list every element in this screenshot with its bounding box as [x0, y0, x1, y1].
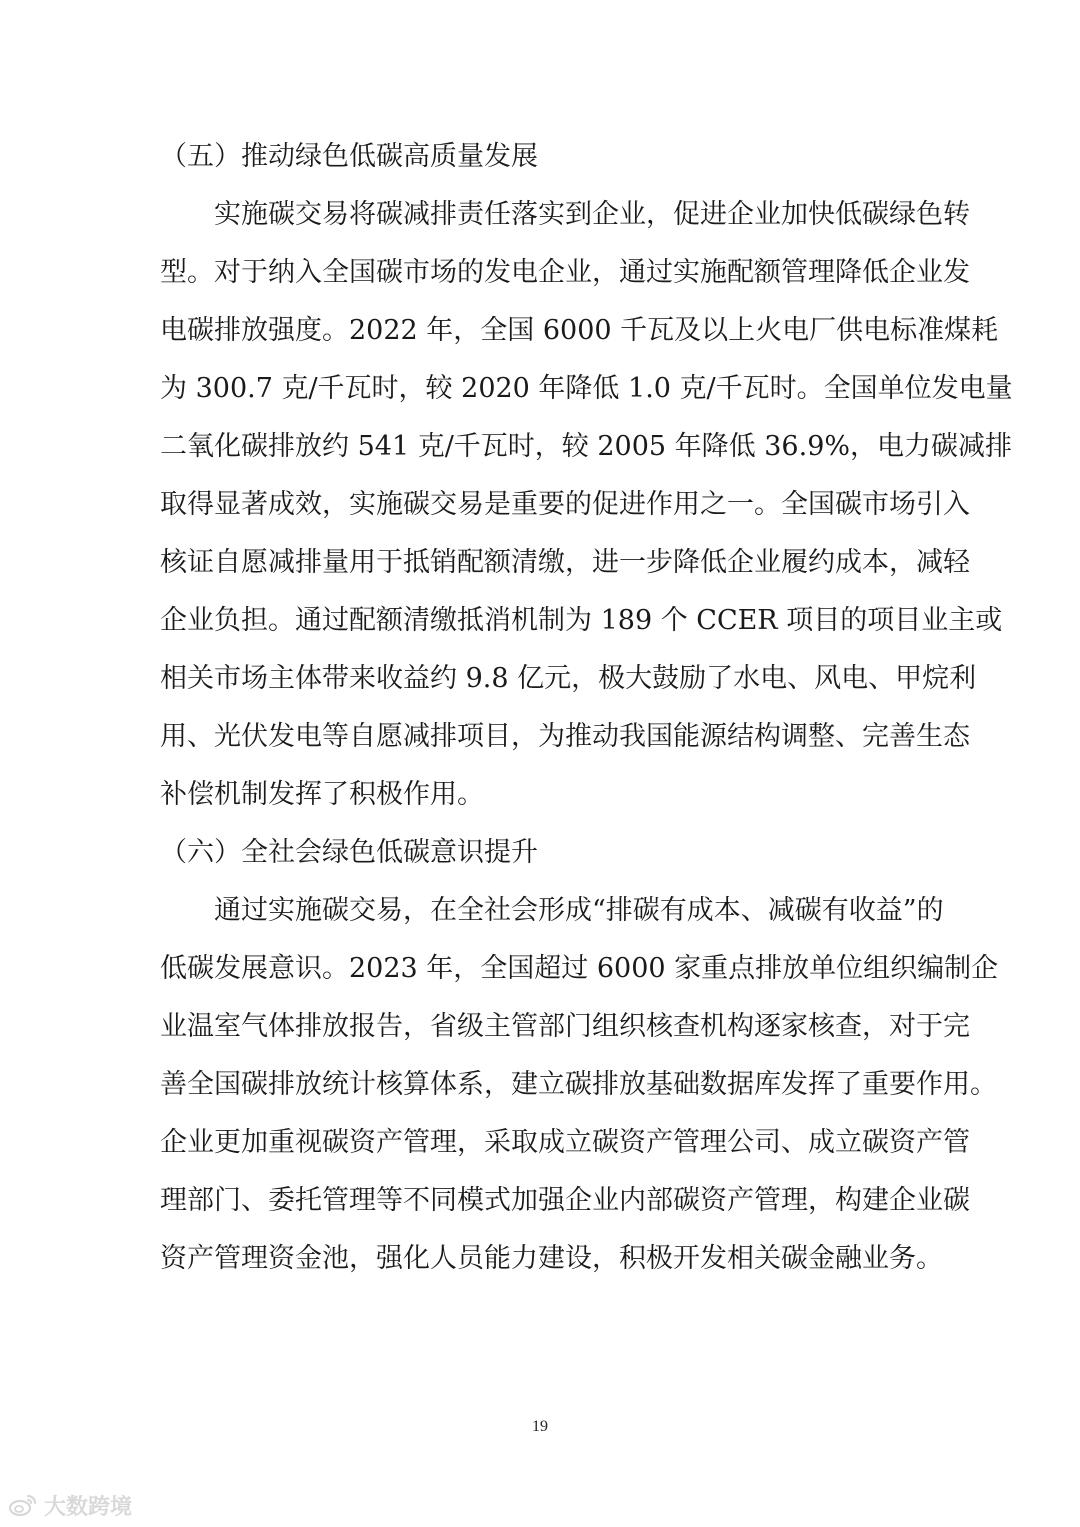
paragraph-line: 核证自愿减排量用于抵销配额清缴，进一步降低企业履约成本，减轻 — [160, 547, 970, 578]
section-5-paragraph — [160, 186, 1013, 824]
paragraph-line: 低碳发展意识。2023 年，全国超过 6000 家重点排放单位组织编制企 — [160, 953, 999, 984]
paragraph-line: 型。对于纳入全国碳市场的发电企业，通过实施配额管理降低企业发 — [160, 257, 970, 288]
page-content — [160, 128, 1013, 1288]
paragraph-line: 为 300.7 克/千瓦时，较 2020 年降低 1.0 克/千瓦时。全国单位发电量 — [160, 373, 1013, 404]
paragraph-line: 资产管理资金池，强化人员能力建设，积极开发相关碳金融业务。 — [160, 1243, 943, 1274]
paragraph-line: 补偿机制发挥了积极作用。 — [160, 779, 484, 810]
section-6-paragraph — [160, 882, 999, 1288]
paragraph-line: 企业负担。通过配额清缴抵消机制为 189 个 CCER 项目的项目业主或 — [160, 605, 1003, 636]
paragraph-line: 实施碳交易将碳减排责任落实到企业，促进企业加快低碳绿色转 — [214, 199, 970, 230]
paragraph-line: 通过实施碳交易，在全社会形成“排碳有成本、减碳有收益”的 — [214, 895, 944, 926]
watermark-text: 大数跨境 — [44, 1494, 133, 1520]
paragraph-line: 理部门、委托管理等不同模式加强企业内部碳资产管理，构建企业碳 — [160, 1185, 970, 1216]
section-5-heading: （五）推动绿色低碳高质量发展 — [160, 141, 538, 172]
paragraph-line: 电碳排放强度。2022 年，全国 6000 千瓦及以上火电厂供电标准煤耗 — [160, 315, 999, 346]
weibo-logo-icon — [8, 1492, 38, 1518]
paragraph-line: 业温室气体排放报告，省级主管部门组织核查机构逐家核查，对于完 — [160, 1011, 970, 1042]
paragraph-line: 相关市场主体带来收益约 9.8 亿元，极大鼓励了水电、风电、甲烷利 — [160, 663, 977, 694]
watermark — [8, 1490, 132, 1520]
section-6-heading: （六）全社会绿色低碳意识提升 — [160, 837, 538, 868]
paragraph-line: 二氧化碳排放约 541 克/千瓦时，较 2005 年降低 36.9%，电力碳减排 — [160, 431, 1013, 462]
paragraph-line: 企业更加重视碳资产管理，采取成立碳资产管理公司、成立碳资产管 — [160, 1127, 970, 1158]
paragraph-line: 善全国碳排放统计核算体系，建立碳排放基础数据库发挥了重要作用。 — [160, 1069, 997, 1100]
paragraph-line: 取得显著成效，实施碳交易是重要的促进作用之一。全国碳市场引入 — [160, 489, 970, 520]
paragraph-line: 用、光伏发电等自愿减排项目，为推动我国能源结构调整、完善生态 — [160, 721, 970, 752]
page-number: 19 — [532, 1418, 548, 1435]
